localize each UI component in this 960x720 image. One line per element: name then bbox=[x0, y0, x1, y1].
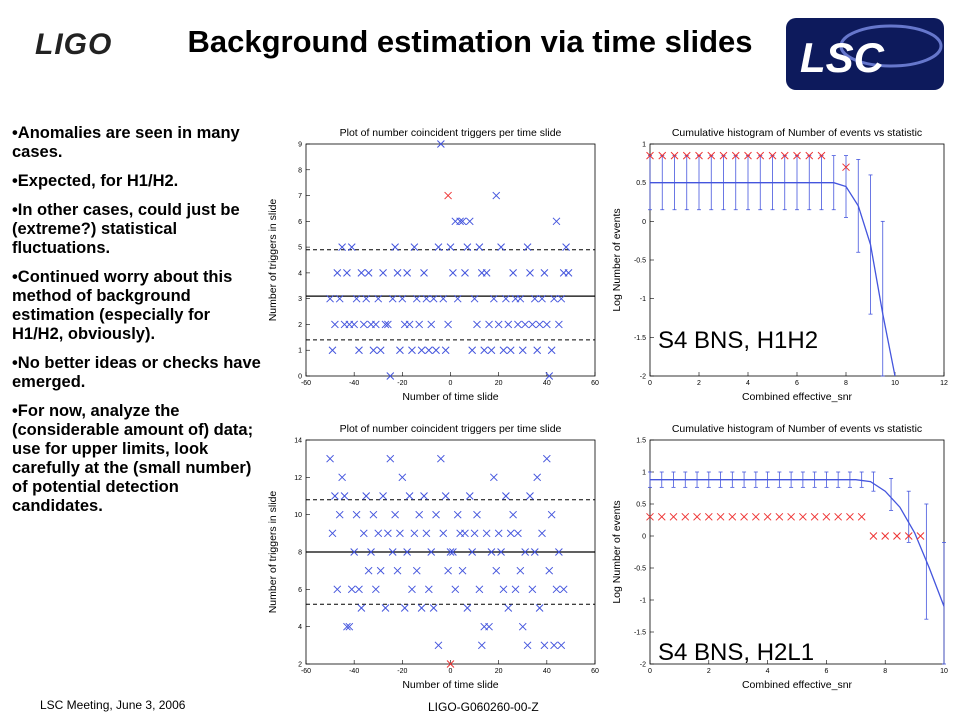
bullet-list bbox=[12, 124, 262, 526]
plot-frame bbox=[306, 144, 595, 376]
x-axis-label: Combined effective_snr bbox=[741, 391, 853, 403]
ligo-logo: LIGO bbox=[35, 28, 113, 61]
y-tick-label: 6 bbox=[298, 218, 302, 226]
y-tick-label: 0.5 bbox=[636, 180, 646, 188]
chart-h1h2-triggers bbox=[262, 122, 607, 412]
x-tick-label: -20 bbox=[397, 668, 408, 675]
x-tick-label: 2 bbox=[697, 380, 701, 387]
x-tick-label: 0 bbox=[448, 668, 453, 675]
x-tick-label: 20 bbox=[494, 668, 503, 675]
chart-title: Cumulative histogram of Number of events vs statistic bbox=[671, 423, 923, 435]
x-tick-label: 2 bbox=[706, 668, 711, 675]
chart-title: Plot of number coincident triggers per time slide bbox=[339, 423, 562, 435]
x-tick-label: 60 bbox=[591, 668, 599, 675]
y-tick-label: 4 bbox=[298, 624, 302, 632]
chart-h2l1-cumulative bbox=[606, 418, 956, 700]
lsc-logo-text: LSC bbox=[800, 34, 884, 81]
y-tick-label: 3 bbox=[298, 296, 302, 304]
y-axis-label: Number of triggers in slide bbox=[267, 198, 279, 322]
y-tick-label: 1 bbox=[642, 469, 646, 477]
y-tick-label: 14 bbox=[294, 437, 302, 445]
y-tick-label: -1.5 bbox=[633, 334, 646, 342]
x-tick-label: -40 bbox=[349, 668, 360, 675]
x-tick-label: 10 bbox=[940, 668, 948, 675]
bullet-item: • Anomalies are seen in many cases. bbox=[12, 124, 262, 162]
y-tick-label: -0.5 bbox=[633, 257, 646, 265]
y-tick-label: 6 bbox=[298, 586, 302, 594]
bullet-item: • No better ideas or checks have emerged. bbox=[12, 354, 262, 392]
plot-frame bbox=[650, 440, 944, 664]
chart-h1h2-cumulative bbox=[606, 122, 956, 412]
x-tick-label: 6 bbox=[795, 380, 799, 387]
x-axis-label: Combined effective_snr bbox=[741, 679, 853, 691]
y-tick-label: 2 bbox=[298, 661, 302, 669]
y-tick-label: 9 bbox=[298, 141, 302, 149]
y-tick-label: 5 bbox=[298, 244, 302, 252]
x-tick-label: 4 bbox=[746, 380, 750, 387]
x-tick-label: 10 bbox=[891, 380, 899, 387]
y-tick-label: -1 bbox=[639, 597, 646, 605]
y-tick-label: 2 bbox=[298, 321, 302, 329]
y-tick-label: 1 bbox=[298, 347, 302, 355]
x-tick-label: 6 bbox=[824, 668, 829, 675]
chart-annotation: S4 BNS, H1H2 bbox=[658, 327, 819, 354]
chart-h2l1-triggers bbox=[262, 418, 607, 700]
y-tick-label: 0 bbox=[298, 373, 302, 381]
x-tick-label: -20 bbox=[397, 380, 408, 387]
y-tick-label: 7 bbox=[298, 193, 302, 201]
x-tick-label: 20 bbox=[494, 380, 503, 387]
y-tick-label: 0 bbox=[642, 533, 646, 541]
y-tick-label: -1.5 bbox=[633, 629, 646, 637]
y-tick-label: 8 bbox=[298, 167, 302, 175]
y-tick-label: -2 bbox=[639, 373, 646, 381]
bullet-item: • Continued worry about this method of background estimation (especially for H1/H2, obviously). bbox=[12, 268, 262, 344]
x-tick-label: 40 bbox=[542, 380, 551, 387]
x-tick-label: 8 bbox=[883, 668, 888, 675]
x-axis-label: Number of time slide bbox=[402, 391, 499, 403]
page-title: Background estimation via time slides bbox=[187, 24, 753, 59]
x-tick-label: 60 bbox=[591, 380, 599, 387]
x-tick-label: 8 bbox=[844, 380, 848, 387]
bullet-item: • Expected, for H1/H2. bbox=[12, 172, 262, 191]
y-tick-label: 4 bbox=[298, 270, 302, 278]
y-tick-label: 12 bbox=[294, 474, 302, 482]
y-tick-label: -1 bbox=[639, 296, 646, 304]
x-tick-label: 0 bbox=[648, 380, 652, 387]
x-tick-label: 40 bbox=[542, 668, 551, 675]
x-tick-label: -40 bbox=[349, 380, 360, 387]
y-tick-label: 0 bbox=[642, 218, 646, 226]
x-tick-label: 4 bbox=[765, 668, 770, 675]
x-tick-label: -60 bbox=[300, 668, 312, 675]
chart-title: Cumulative histogram of Number of events vs statistic bbox=[671, 127, 923, 139]
bullet-item: • For now, analyze the (considerable amount of) data; use for upper limits, look carefully at the (small number) of potential detection candidates. bbox=[12, 402, 262, 516]
y-axis-label: Number of triggers in slide bbox=[267, 490, 279, 614]
y-axis-label: Log Number of events bbox=[611, 500, 623, 604]
chart-annotation: S4 BNS, H2L1 bbox=[658, 639, 815, 666]
footer-doc-id: LIGO-G060260-00-Z bbox=[428, 700, 539, 714]
y-tick-label: 1.5 bbox=[636, 437, 646, 445]
y-tick-label: 0.5 bbox=[636, 501, 646, 509]
y-tick-label: -2 bbox=[639, 661, 646, 669]
x-tick-label: 0 bbox=[648, 668, 652, 675]
x-tick-label: -60 bbox=[300, 380, 312, 387]
lsc-logo bbox=[786, 18, 944, 90]
y-tick-label: -0.5 bbox=[633, 565, 646, 573]
x-axis-label: Number of time slide bbox=[402, 679, 499, 691]
bullet-item: • In other cases, could just be (extreme?) statistical fluctuations. bbox=[12, 201, 262, 258]
chart-title: Plot of number coincident triggers per time slide bbox=[339, 127, 562, 139]
footer-meeting: LSC Meeting, June 3, 2006 bbox=[40, 698, 186, 712]
y-tick-label: 8 bbox=[298, 549, 302, 557]
x-tick-label: 12 bbox=[940, 380, 948, 387]
y-tick-label: 1 bbox=[642, 141, 646, 149]
x-tick-label: 0 bbox=[448, 380, 453, 387]
y-axis-label: Log Number of events bbox=[611, 208, 623, 312]
y-tick-label: 10 bbox=[294, 512, 302, 520]
